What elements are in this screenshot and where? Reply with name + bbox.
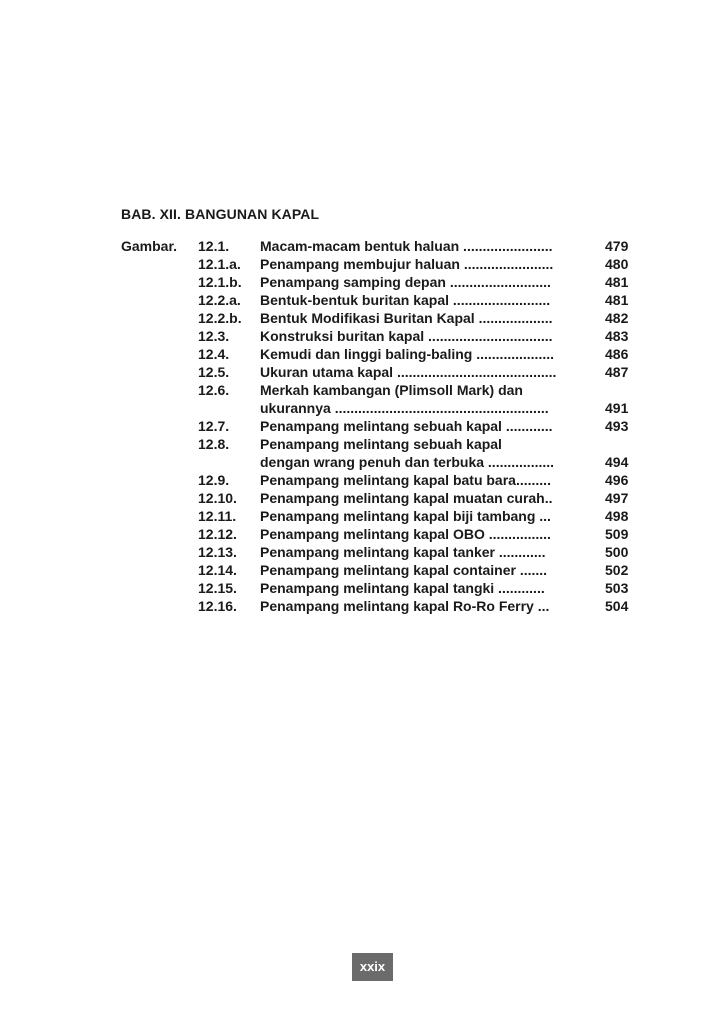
figure-number: 12.16.	[198, 598, 237, 614]
figure-number: 12.15.	[198, 580, 237, 596]
list-item	[121, 507, 633, 525]
page-number-badge: xxix	[352, 953, 393, 981]
figure-number: 12.10.	[198, 490, 237, 506]
list-item	[121, 561, 633, 579]
figure-title: dengan wrang penuh dan terbuka .................	[260, 454, 555, 470]
list-item	[121, 381, 633, 399]
figure-title: Bentuk Modifikasi Buritan Kapal ...................	[260, 310, 553, 326]
list-item	[121, 597, 633, 615]
figure-number: 12.7.	[198, 418, 230, 434]
figure-title: Penampang melintang kapal batu bara.........	[260, 472, 551, 488]
list-item	[121, 363, 633, 381]
list-item	[121, 471, 633, 489]
page-ref: 481	[605, 292, 629, 308]
figure-title: Penampang melintang sebuah kapal ............	[260, 418, 553, 434]
page-ref: 500	[605, 544, 629, 560]
list-item	[121, 327, 633, 345]
figure-number: 12.2.b.	[198, 310, 242, 326]
figure-title: Macam-macam bentuk haluan .......................	[260, 238, 553, 254]
figure-title: Penampang melintang kapal tangki ............	[260, 580, 545, 596]
list-item	[121, 417, 633, 435]
page-ref: 504	[605, 598, 629, 614]
figure-title: Penampang melintang kapal muatan curah..	[260, 490, 553, 506]
figure-title: Penampang melintang kapal Ro-Ro Ferry ...	[260, 598, 550, 614]
figure-number: 12.9.	[198, 472, 230, 488]
list-item	[121, 543, 633, 561]
figure-title: Bentuk-bentuk buritan kapal .........................	[260, 292, 551, 308]
list-item	[121, 273, 633, 291]
figure-number: 12.8.	[198, 436, 230, 452]
page-ref: 498	[605, 508, 629, 524]
page-ref: 480	[605, 256, 629, 272]
list-item	[121, 255, 633, 273]
page-ref: 486	[605, 346, 629, 362]
figure-list	[121, 237, 633, 615]
page-ref: 482	[605, 310, 629, 326]
figure-title: Penampang melintang sebuah kapal	[260, 436, 502, 452]
page-ref: 493	[605, 418, 629, 434]
figure-number: 12.3.	[198, 328, 230, 344]
figure-number: 12.12.	[198, 526, 237, 542]
list-item	[121, 291, 633, 309]
chapter-heading: BAB. XII. BANGUNAN KAPAL	[121, 206, 320, 222]
page-ref: 479	[605, 238, 629, 254]
list-item	[121, 525, 633, 543]
page-ref: 509	[605, 526, 629, 542]
figure-number: 12.6.	[198, 382, 230, 398]
page-ref: 496	[605, 472, 629, 488]
figure-number: 12.11.	[198, 508, 237, 524]
list-prefix: Gambar.	[121, 238, 178, 254]
page-ref: 503	[605, 580, 629, 596]
figure-title: Merkah kambangan (Plimsoll Mark) dan	[260, 382, 523, 398]
figure-number: 12.1.b.	[198, 274, 242, 290]
list-item	[121, 435, 633, 453]
figure-title: Penampang melintang kapal OBO ................	[260, 526, 551, 542]
page-ref: 494	[605, 454, 629, 470]
page-ref: 487	[605, 364, 629, 380]
figure-number: 12.4.	[198, 346, 230, 362]
page-ref: 481	[605, 274, 629, 290]
list-item	[121, 309, 633, 327]
figure-number: 12.14.	[198, 562, 237, 578]
figure-title: Penampang samping depan ..........................	[260, 274, 551, 290]
page-ref: 502	[605, 562, 629, 578]
list-item	[121, 453, 633, 471]
figure-title: Ukuran utama kapal .........................................	[260, 364, 557, 380]
figure-number: 12.2.a.	[198, 292, 241, 308]
figure-title: Konstruksi buritan kapal ................................	[260, 328, 553, 344]
list-item	[121, 489, 633, 507]
figure-number: 12.1.a.	[198, 256, 241, 272]
list-item	[121, 345, 633, 363]
page-ref: 497	[605, 490, 629, 506]
figure-title: Penampang melintang kapal biji tambang ...	[260, 508, 551, 524]
figure-title: Penampang membujur haluan .......................	[260, 256, 554, 272]
list-item	[121, 237, 633, 255]
list-item	[121, 399, 633, 417]
figure-number: 12.1.	[198, 238, 230, 254]
figure-title: Kemudi dan linggi baling-baling ....................	[260, 346, 555, 362]
page-ref: 483	[605, 328, 629, 344]
list-item	[121, 579, 633, 597]
page-ref: 491	[605, 400, 629, 416]
figure-title: Penampang melintang kapal container .......	[260, 562, 548, 578]
figure-title: ukurannya .......................................................	[260, 400, 549, 416]
figure-number: 12.13.	[198, 544, 237, 560]
figure-number: 12.5.	[198, 364, 230, 380]
figure-title: Penampang melintang kapal tanker ............	[260, 544, 546, 560]
